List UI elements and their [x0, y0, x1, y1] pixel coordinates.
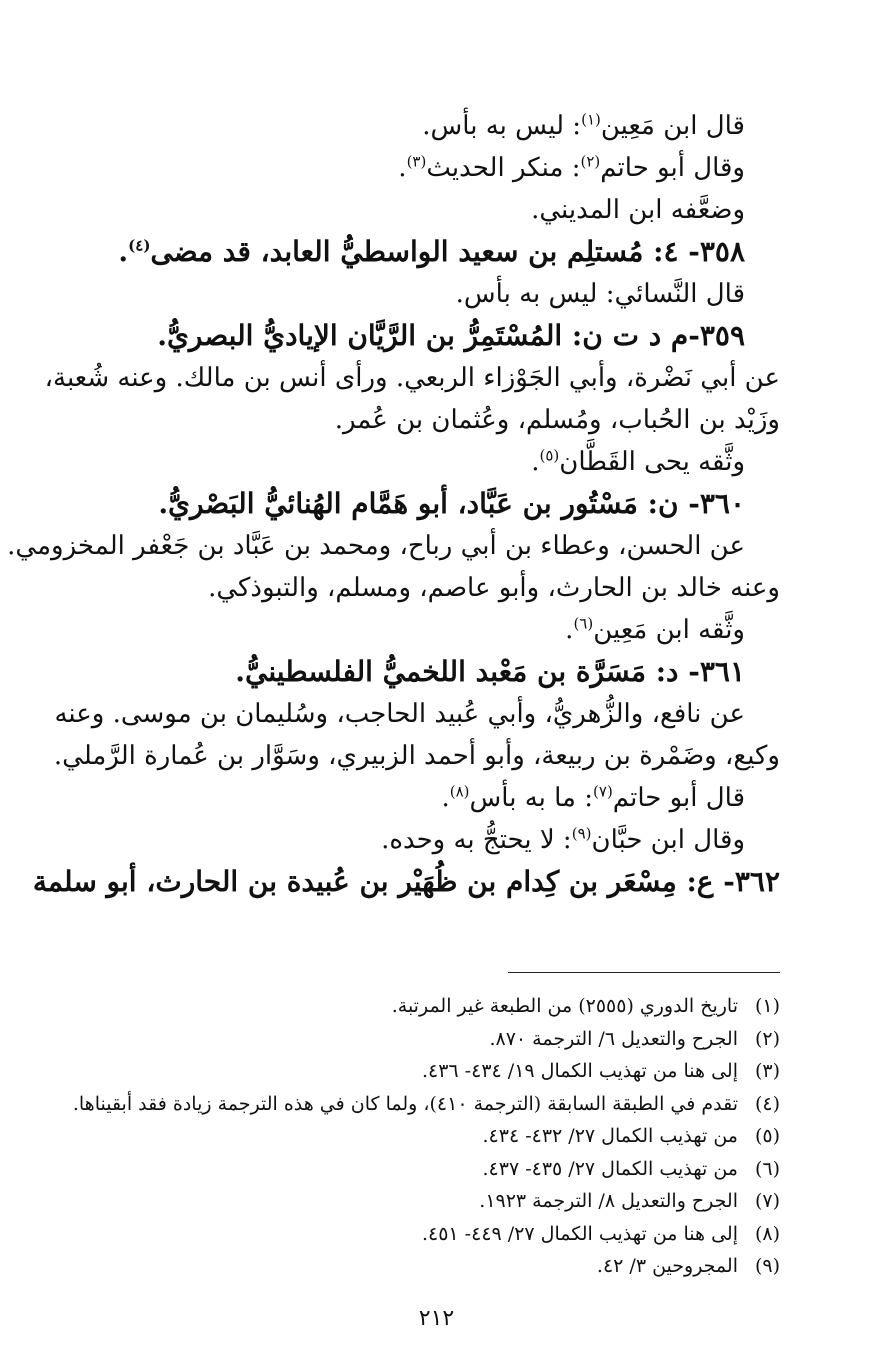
footnote-ref[interactable]: (٩) — [571, 824, 592, 843]
footnote-ref[interactable]: (٦) — [573, 614, 594, 633]
footnote — [30, 1023, 780, 1056]
footnote-number: (٥) — [754, 1125, 780, 1147]
entry-heading: ٣٦١- د: مَسَرَّة بن مَعْبد اللخميُّ الفلسطينيُّ. — [235, 655, 745, 688]
page-number: ٢١٢ — [418, 1306, 455, 1331]
footnote-ref[interactable]: (٧) — [593, 782, 613, 801]
text-line: عن الحسن، وعطاء بن أبي رباح، ومحمد بن عَبَّاد بن جَعْفر المخزومي. — [7, 531, 745, 561]
text-line: وقال ابن حبَّان$^{(٩)}$: لا يحتجُّ به وحده. — [381, 824, 745, 855]
text-line: وزَيْد بن الحُباب، ومُسلم، وعُثمان بن عُمر. — [334, 405, 780, 435]
entry-heading: ٣٦٢- ع: مِسْعَر بن كِدام بن ظُهَيْر بن عُبيدة بن الحارث، أبو سلمة — [32, 865, 780, 898]
text-line: قال النَّسائي: ليس به بأس. — [455, 279, 745, 309]
footnote — [30, 1055, 780, 1088]
footnote-ref[interactable]: (٨) — [449, 782, 470, 801]
footnote-text: إلى هنا من تهذيب الكمال ١٩/ ٤٣٤- ٤٣٦. — [421, 1060, 738, 1082]
footnote-ref[interactable]: (٤) — [128, 236, 151, 255]
text-line: عن نافع، والزُّهريُّ، وأبي عُبيد الحاجب، وسُليمان بن موسى. وعنه — [54, 699, 745, 729]
footnote — [30, 1218, 780, 1251]
text-line: قال ابن مَعِين$^{(١)}$: ليس به بأس. — [422, 110, 745, 141]
footnote — [30, 1153, 780, 1186]
footnote-ref[interactable]: (٣) — [406, 152, 427, 171]
footnote-divider — [508, 972, 780, 973]
footnote — [30, 1250, 780, 1283]
text-line: عن أبي نَضْرة، وأبي الجَوْزاء الربعي. ورأى أنس بن مالك. وعنه شُعبة، — [44, 363, 780, 393]
footnote-text: الجرح والتعديل ٦/ الترجمة ٨٧٠. — [489, 1027, 738, 1050]
footnote-number: (٧) — [754, 1190, 780, 1212]
text-line: وكيع، وضَمْرة بن ربيعة، وأبو أحمد الزبيري، وسَوَّار بن عُمارة الرَّملي. — [53, 741, 780, 771]
footnote-text: من تهذيب الكمال ٢٧/ ٤٣٥- ٤٣٧. — [482, 1157, 738, 1180]
footnote-number: (٦) — [754, 1157, 780, 1180]
footnote — [30, 1185, 780, 1218]
entry-heading: ٣٥٨- ٤: مُستلِم بن سعيد الواسطيُّ العابد، قد مضى$^{(٤)}$. — [118, 235, 745, 268]
footnote-ref[interactable]: (٥) — [539, 446, 560, 465]
footnote-number: (٨) — [754, 1222, 780, 1245]
footnote-ref[interactable]: (١) — [581, 110, 601, 129]
footnote-number: (٣) — [754, 1060, 780, 1082]
footnote-text: إلى هنا من تهذيب الكمال ٢٧/ ٤٤٩- ٤٥١. — [421, 1222, 738, 1245]
footnote-number: (١) — [754, 995, 780, 1017]
footnote — [30, 1120, 780, 1153]
footnotes — [30, 990, 780, 1283]
text-line: وعنه خالد بن الحارث، وأبو عاصم، ومسلم، والتبوذكي. — [208, 573, 780, 603]
entry-heading: ٣٥٩-م د ت ن: المُسْتَمِرُّ بن الرَّيَّان الإياديُّ البصريُّ. — [157, 319, 745, 352]
text-line: قال أبو حاتم$^{(٧)}$: ما به بأس$^{(٨)}$. — [441, 782, 745, 813]
footnote-text: تاريخ الدوري (٢٥٥٥) من الطبعة غير المرتبة. — [391, 995, 738, 1017]
footnote — [30, 990, 780, 1023]
main-text — [7, 105, 780, 903]
footnote-number: (٩) — [754, 1255, 780, 1277]
text-line: وثَّقه ابن مَعِين$^{(٦)}$. — [565, 614, 745, 645]
footnote-text: من تهذيب الكمال ٢٧/ ٤٣٢- ٤٣٤. — [482, 1125, 738, 1147]
text-line: وثَّقه يحى القَطَّان$^{(٥)}$. — [531, 446, 745, 477]
footnote-ref[interactable]: (٢) — [580, 152, 601, 171]
footnote-number: (٢) — [754, 1027, 780, 1050]
entry-heading: ٣٦٠- ن: مَسْتُور بن عَبَّاد، أبو هَمَّام الهُنائيُّ البَصْريُّ. — [158, 487, 745, 520]
footnote-number: (٤) — [754, 1092, 780, 1115]
footnote-text: تقدم في الطبقة السابقة (الترجمة ٤١٠)، ولما كان في هذه الترجمة زيادة فقد أبقيناها. — [72, 1092, 738, 1115]
footnote — [30, 1088, 780, 1121]
text-line: وضعَّفه ابن المديني. — [531, 195, 745, 225]
footnote-text: المجروحين ٣/ ٤٢. — [596, 1255, 738, 1277]
footnote-text: الجرح والتعديل ٨/ الترجمة ١٩٢٣. — [479, 1190, 738, 1212]
text-line: وقال أبو حاتم$^{(٢)}$: منكر الحديث$^{(٣)}$. — [398, 152, 745, 183]
